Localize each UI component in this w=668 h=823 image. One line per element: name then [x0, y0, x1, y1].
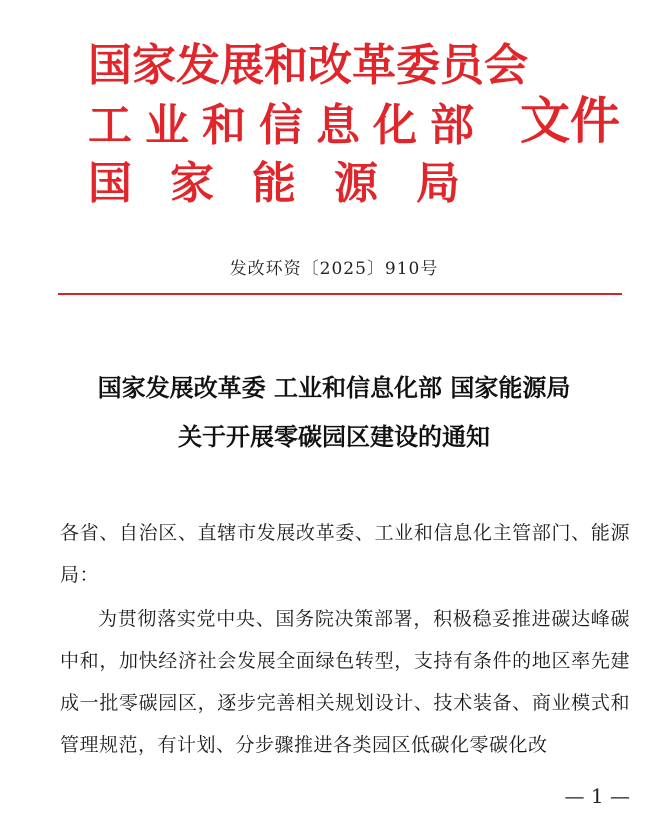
document-number: 发改环资〔2025〕910号: [229, 259, 439, 279]
page-number: — 1 —: [564, 784, 630, 808]
body-paragraph: 为贯彻落实党中央、国务院决策部署，积极稳妥推进碳达峰碳中和，加快经济社会发展全面绿色转型，支持有条件的地区率先建成一批零碳园区，逐步完善相关规划设计、技术装备、商业模式和管理规范，有计划、分步骤推进各类园区低碳化零碳化改: [60, 608, 630, 756]
issuer-line-ndrc: 国家发展和改革委员会: [88, 40, 528, 91]
title-subject-line: 关于开展零碳园区建设的通知: [178, 423, 490, 451]
issuer-line-miit: 工业和信息化部: [88, 100, 487, 151]
title-issuers-line: 国家发展改革委 工业和信息化部 国家能源局: [97, 374, 571, 402]
document-type-label: 文件: [520, 92, 620, 150]
issuer-line-nea: 国家能源局: [88, 158, 498, 209]
red-divider-line: [58, 293, 622, 295]
salutation-paragraph: 各省、自治区、直辖市发展改革委、工业和信息化主管部门、能源局：: [60, 522, 630, 586]
